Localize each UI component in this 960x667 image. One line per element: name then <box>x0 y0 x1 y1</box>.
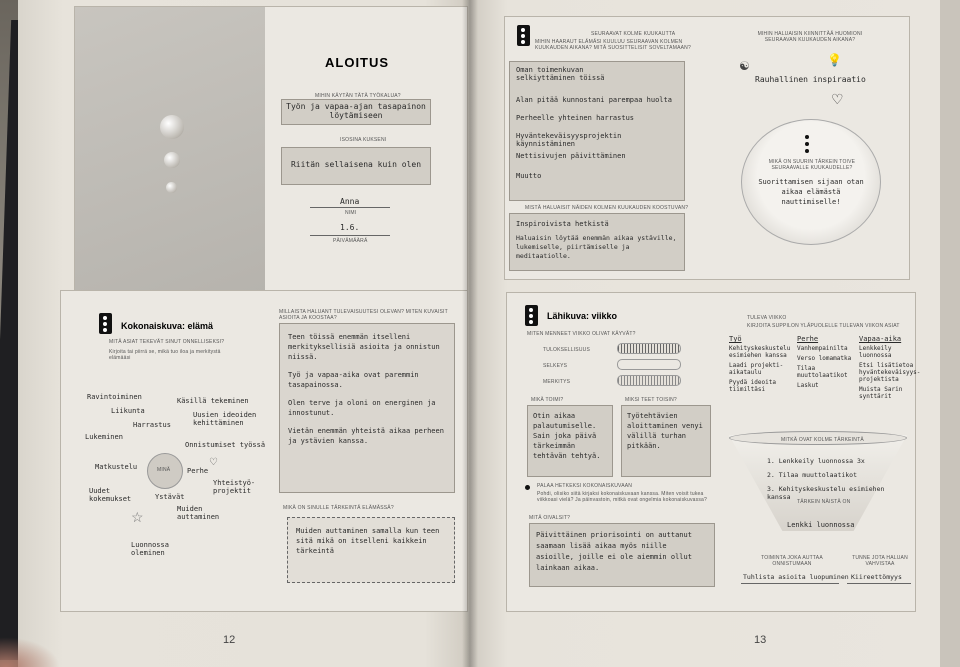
col-freetime-item-2: Etsi lisätietoa hyväntekeväisyys-projektista <box>859 362 921 383</box>
name-value: Anna <box>340 197 360 206</box>
col-family <box>797 335 857 389</box>
meter-label-2: SELKEYS <box>543 363 568 369</box>
funnel-item-2: 2. Tilaa muuttolaatikot <box>767 471 858 479</box>
col-family-item-4: Laskut <box>797 382 819 389</box>
footer-right-underline <box>847 583 911 584</box>
q2-label: ISOSINA KUKSENI <box>340 137 387 143</box>
future-paragraph-3: Olen terve ja oloni on energinen ja innostunut. <box>288 399 436 417</box>
col-family-item-2: Verso lomamatka <box>797 355 852 362</box>
heart-icon: ♡ <box>209 457 218 468</box>
col-work-item-1: Kehityskeskustelu esimiehen kanssa <box>729 345 791 359</box>
life-caption2: Kirjoita tai piirrä se, mikä tuo iloa ja merkitystä elämääsi <box>109 349 221 361</box>
book-gutter <box>462 0 478 667</box>
q1-answer: Työn ja vapaa-ajan tasapainon löytämiseen <box>281 99 431 125</box>
week-title: Lähikuva: viikko <box>547 311 618 321</box>
meter-caption: MITEN MENNEET VIIKKO OLIVAT KÄYVÄT? <box>527 331 636 337</box>
life-caption1: MITÄ ASIAT TEKEVÄT SINUT ONNELLISEKSI? <box>109 339 225 345</box>
months-sublabel: MIHIN HAARAUT ELÄMÄSI KUULUU SEURAAVAN KOLMEN KUUKAUDEN AIKANA? MITÄ SUOSITTELISIT SOVELTAMAAN? <box>535 39 691 51</box>
worked-label: MIKÄ TOIMI? <box>531 397 564 403</box>
life-title: Kokonaiskuva: elämä <box>121 321 214 331</box>
week-panel <box>506 292 921 612</box>
date-underline <box>310 235 390 236</box>
grey-illustration <box>75 7 265 295</box>
future-paragraph-4: Vietän enemmän yhteistä aikaa perheen ja ystävien kanssa. <box>288 427 444 445</box>
left-page-number: 12 <box>223 634 236 646</box>
logo-icon-2 <box>517 25 530 46</box>
name-label: NIMI <box>345 210 357 216</box>
month-item-4: Hyväntekeväisyysprojektin käynnistäminen <box>516 132 622 148</box>
drop-small <box>166 182 177 193</box>
month-item-5: Nettisivujen päivittäminen <box>516 152 626 160</box>
footer-left-underline <box>741 583 839 584</box>
funnel-item-3: 3. Kehityskeskustelu esimiehen kanssa <box>767 485 885 501</box>
funnel-out-label: TÄRKEIN NÄISTÄ ON <box>797 499 851 505</box>
footer-left-label: TOIMINTA JOKA AUTTAA ONNISTUMAAN <box>761 555 823 567</box>
month-item-2: Alan pitää kunnostani parempaa huolta <box>516 96 672 104</box>
future-paragraph-2: Työ ja vapaa-aika ovat paremmin tasapainossa. <box>288 371 419 389</box>
meter-bar-2 <box>617 359 681 370</box>
word-2: Liikunta <box>111 407 145 415</box>
word-11: Ystävät <box>155 493 185 501</box>
month-item-3: Perheelle yhteinen harrastus <box>516 114 635 122</box>
finger-blur <box>0 637 60 667</box>
col-freetime-head: Vapaa-aika <box>859 335 902 343</box>
funnel-item-1: 1. Lenkkeily luonnossa 3x <box>767 457 865 465</box>
word-9: Yhteistyö-projektit <box>213 479 256 495</box>
q2-answer: Riitän sellaisena kuin olen <box>281 147 431 185</box>
future-label: MILLAISTA HALUANT TULEVAISUUTESI OLEVAN? MITEN KUVAISIT ASIOITA JA KOOSTAA? <box>279 309 448 321</box>
important-box: Muiden auttaminen samalla kun teen sitä mikä on itselleni kaikkein tärkeintä <box>287 517 455 583</box>
date-label: PÄIVÄMÄÄRÄ <box>333 238 368 244</box>
date-value: 1.6. <box>340 223 360 232</box>
col-work-item-3: Pyydä ideoita tiimiltäsi <box>729 379 776 393</box>
review-heading: PALAA HETKEKSI KOKONAISKUVAAN <box>537 483 633 489</box>
logo-icon <box>99 313 112 334</box>
word-5: Lukeminen <box>85 433 123 441</box>
meter-bar-1 <box>617 343 681 354</box>
word-7: Matkustelu <box>95 463 138 471</box>
col-family-item-3: Tilaa muuttolaatikot <box>797 365 848 379</box>
wish-dots <box>805 135 809 139</box>
col-freetime <box>859 335 921 400</box>
col-family-head: Perhe <box>797 335 819 343</box>
meter-label-3: MERKITYS <box>543 379 571 385</box>
focus-heading: Rauhallinen inspiraatio <box>755 75 866 84</box>
future-paragraph-1: Teen töissä enemmän itselleni merkityksellisiä asioita ja onnistun niissä. <box>288 333 440 361</box>
mind-map <box>81 381 281 591</box>
bulb-icon: 💡 <box>827 53 842 67</box>
wish-text: Suorittamisen sijaan otan aikaa elämästä nauttimiselle! <box>758 178 864 206</box>
word-1: Käsillä tekeminen <box>177 397 249 405</box>
differently-label: MIKSI TEET TOISIN? <box>625 397 677 403</box>
worked-box: Otin aikaa palautumiselle. Sain joka päivä tärkeimmän tehtävän tehtyä. <box>527 405 613 477</box>
important-label: MIKÄ ON SINULLE TÄRKEINTÄ ELÄMÄSSÄ? <box>283 505 394 511</box>
col-work-item-2: Laadi projekti-aikataulu <box>729 362 784 376</box>
footer-right: Kiireettömyys <box>851 573 902 581</box>
word-8: Perhe <box>187 467 209 475</box>
word-4: Harrastus <box>133 421 171 429</box>
right-page <box>470 0 940 667</box>
future-box <box>279 323 455 493</box>
footer-right-label: TUNNE JOTA HALUAN VAHVISTAA <box>852 555 908 567</box>
intent-box: Päivittäinen priorisointi on auttanut saamaan lisää aikaa myös niille asioille, joille ei ole aiemmin ollut lainkaan aikaa. <box>529 523 715 587</box>
q1-label: MIHIN KÄYTÄN TÄTÄ TYÖKALUA? <box>315 93 401 99</box>
focus-label: MIHIN HALUAISIN KIINNITTÄÄ HUOMIONI SEURAAVAN KUUKAUDEN AIKANA? <box>757 31 863 43</box>
left-page <box>18 0 470 667</box>
col-freetime-item-1: Lenkkeily luonnossa <box>859 345 892 359</box>
month-item-6: Muutto <box>516 172 542 180</box>
funnel-out: Lenkki luonnossa <box>787 521 855 529</box>
coming-label: TULEVA VIIKKO <box>747 315 787 321</box>
start-panel <box>74 6 468 296</box>
month-item-1: Oman toimenkuvan selkiyttäminen töissä <box>516 66 605 82</box>
drop-large <box>160 115 184 139</box>
months-panel <box>504 16 910 280</box>
inspiration-box <box>509 213 685 271</box>
col-work-head: Työ <box>729 335 742 343</box>
word-12: Muiden auttaminen <box>177 505 220 521</box>
differently-box: Työtehtävien aloittaminen venyi välillä turhan pitkään. <box>621 405 711 477</box>
word-13: Luonnossa oleminen <box>131 541 169 557</box>
meter-label-1: TULOKSELLISUUS <box>543 347 590 353</box>
star-icon: ☆ <box>131 509 144 525</box>
funnel-shape <box>729 435 907 531</box>
name-underline <box>310 207 390 208</box>
review-bullet <box>525 485 530 490</box>
word-10: Uudet kokemukset <box>89 487 132 503</box>
col-family-item-1: Vanhempainilta <box>797 345 848 352</box>
yinyang-icon: ☯ <box>739 59 750 73</box>
word-3: Uusien ideoiden kehittäminen <box>193 411 257 427</box>
months-label: SEURAAVAT KOLME KUUKAUTTA <box>591 31 676 37</box>
mind-map-center-label: MINÄ <box>157 467 171 473</box>
start-title: ALOITUS <box>325 55 390 70</box>
col-freetime-item-3: Muista Sarin synttärit <box>859 386 903 400</box>
meter-bar-3 <box>617 375 681 386</box>
funnel <box>729 435 907 535</box>
life-overview-panel <box>60 290 468 612</box>
inspiration-title: Inspiroivista hetkistä <box>516 220 609 228</box>
funnel-label: MITKÄ OVAT KOLME TÄRKEINTÄ <box>781 437 864 443</box>
drop-medium <box>164 152 180 168</box>
intent-label: MITÄ OIVALSIT? <box>529 515 571 521</box>
inspiration-text: Haluaisin löytää enemmän aikaa ystäville, lukemiselle, piirtämiselle ja meditaatiolle. <box>516 234 677 260</box>
footer-left: Tuhlista asioita luopuminen <box>743 573 849 581</box>
col-work <box>729 335 791 393</box>
wish-small: MIKÄ ON SUURIN TÄRKEIN TOIVE SEURAAVALLE KUUKAUDELLE? <box>768 159 856 171</box>
word-6: Onnistumiset työssä <box>185 441 266 449</box>
word-0: Ravintoiminen <box>87 393 142 401</box>
right-page-number: 13 <box>754 634 767 646</box>
heart-icon-2: ♡ <box>831 91 844 107</box>
coming-sub: KIRJOITA SUPPILON YLÄPUOLELLE TULEVAN VIIKON ASIAT <box>747 323 900 329</box>
months-list <box>509 61 685 201</box>
months-label2: MISTÄ HALUAISIT NÄIDEN KOLMEN KUUKAUDEN KOOSTUVAN? <box>525 205 689 211</box>
review-text: Pohdi, olisiko siitä kirjaksi kokonaiskuvaan kanssa. Miten voisit tukea viikkoasi vielä? Ja päinvastoin, mitkä ovat ongelmia kokonaiskuvassa? <box>537 491 707 503</box>
logo-icon-3 <box>525 305 538 326</box>
